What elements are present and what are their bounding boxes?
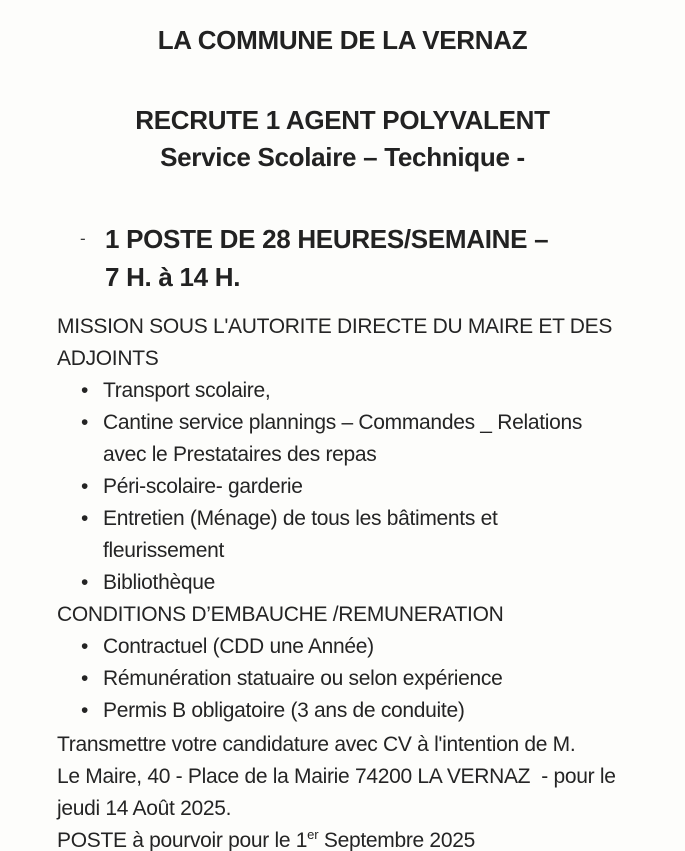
poste-line-prefix: POSTE à pourvoir pour le 1 <box>57 829 308 851</box>
list-item: • Cantine service plannings – Commandes _ Relations avec le Prestataires des repas <box>80 407 615 471</box>
list-item: • Contractuel (CDD une Année) <box>80 631 615 663</box>
list-item: • Transport scolaire, <box>80 375 615 407</box>
dash-marker: - <box>80 229 86 248</box>
list-item: • Permis B obligatoire (3 ans de conduite) <box>80 695 615 727</box>
mission-heading-line-1: MISSION SOUS L'AUTORITE DIRECTE DU MAIRE ET DES <box>57 315 613 338</box>
closing-paragraph <box>57 729 685 851</box>
conditions-list <box>0 631 615 727</box>
list-item: • Rémunération statuaire ou selon expérience <box>80 663 615 695</box>
recruitment-heading: RECRUTE 1 AGENT POLYVALENT <box>135 105 550 135</box>
service-subheading: Service Scolaire – Technique - <box>160 142 525 172</box>
post-item <box>80 220 685 296</box>
closing-line-1: Transmettre votre candidature avec CV à l'intention de M. <box>57 733 576 756</box>
mission-list <box>0 375 615 599</box>
conditions-heading <box>57 599 685 631</box>
closing-line-2: Le Maire, 40 - Place de la Mairie 74200 LA VERNAZ - pour le <box>57 765 616 788</box>
conditions-heading-line: CONDITIONS D’EMBAUCHE /REMUNERATION <box>57 603 504 626</box>
poste-line-suffix: Septembre 2025 <box>318 829 475 851</box>
list-item: • Péri-scolaire- garderie <box>80 471 615 503</box>
document-title: LA COMMUNE DE LA VERNAZ <box>157 25 528 55</box>
mission-heading-line-2: ADJOINTS <box>57 347 159 370</box>
superscript-er: er <box>307 827 319 842</box>
list-item: • Bibliothèque <box>80 567 615 599</box>
post-line-1: 1 POSTE DE 28 HEURES/SEMAINE – <box>105 224 549 254</box>
list-item: • Entretien (Ménage) de tous les bâtiments et fleurissement <box>80 503 615 567</box>
recruitment-heading-block <box>0 102 685 176</box>
post-text <box>105 220 548 296</box>
mission-heading <box>57 311 685 375</box>
post-line-2: 7 H. à 14 H. <box>105 262 241 292</box>
closing-line-3: jeudi 14 Août 2025. <box>57 797 232 820</box>
poste-availability-line <box>57 825 685 851</box>
